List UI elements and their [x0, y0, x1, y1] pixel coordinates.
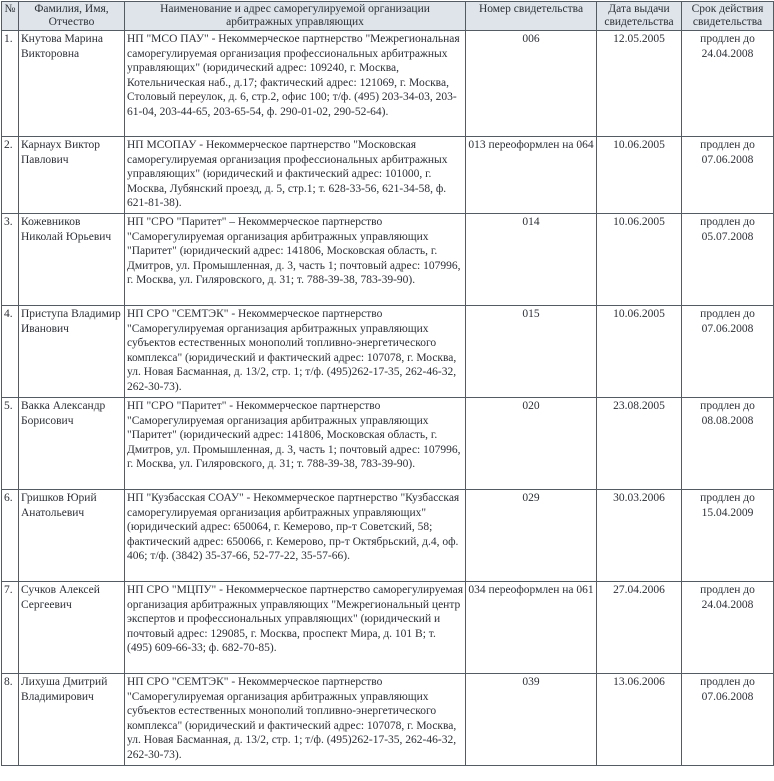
- header-validity-term: Срок действия свидетельства: [682, 2, 774, 31]
- row-number: 6.: [2, 490, 19, 582]
- issue-date: 13.06.2006: [597, 674, 682, 766]
- validity-term: продлен до 24.04.2008: [682, 582, 774, 674]
- table-body: [2, 31, 774, 766]
- organization-info: НП "СРО "Паритет" - Некоммерческое партнерство "Саморегулируемая организация арбитражных управляющих "Паритет" (юридический адрес: 141806, Московская область, г. Дмитров, ул. Промышленная, д. 3, часть 1; почтовый адрес: 107996, г. Москва, ул. Гиляровского, д. 31; т. 788-39-38, 783-39-90).: [125, 398, 466, 490]
- issue-date: 27.04.2006: [597, 582, 682, 674]
- validity-term: продлен до 07.06.2008: [682, 137, 774, 214]
- registry-table: [1, 1, 774, 766]
- row-number: 7.: [2, 582, 19, 674]
- organization-info: НП "Кузбасская СОАУ" - Некоммерческое партнерство "Кузбасская саморегулируемая организация арбитражных управляющих" (юридический адрес: 650064, г. Кемерово, пр-т Советский, 58; фактический адрес: 650066, г. Кемерово, пр-т Октябрьский, д.4, оф. 406; т/ф. (3842) 35-37-66, 52-77-22, 35-57-66).: [125, 490, 466, 582]
- row-number: 1.: [2, 31, 19, 137]
- person-name: Кнутова Марина Викторовна: [19, 31, 125, 137]
- table-header: [2, 2, 774, 31]
- header-full-name: Фамилия, Имя, Отчество: [19, 2, 125, 31]
- validity-term: продлен до 07.06.2008: [682, 306, 774, 398]
- person-name: Лихуша Дмитрий Владимирович: [19, 674, 125, 766]
- issue-date: 30.03.2006: [597, 490, 682, 582]
- issue-date: 10.06.2005: [597, 214, 682, 306]
- organization-info: НП СРО "МЦПУ" - Некоммерческое партнерство саморегулируемая организация арбитражных управляющих "Межрегиональный центр экспертов и профессиональных управляющих" (юридический и почтовый адрес: 129085, г. Москва, проспект Мира, д. 101 В; т. (495) 609-66-33; ф. 682-70-85).: [125, 582, 466, 674]
- issue-date: 10.06.2005: [597, 306, 682, 398]
- organization-info: НП СРО "СЕМТЭК" - Некоммерческое партнерство "Саморегулируемая организация арбитражных управляющих субъектов естественных монополий топливно-энергетического комплекса" (юридический и фактический адрес: 107078, г. Москва, ул. Новая Басманная, д. 13/2, стр. 1; т/ф. (495)262-17-35, 262-46-32, 262-30-73).: [125, 306, 466, 398]
- certificate-number: 014: [466, 214, 597, 306]
- table-row: [2, 31, 774, 137]
- header-organization: Наименование и адрес саморегулируемой организации арбитражных управляющих: [125, 2, 466, 31]
- issue-date: 12.05.2005: [597, 31, 682, 137]
- person-name: Приступа Владимир Иванович: [19, 306, 125, 398]
- table-row: [2, 674, 774, 766]
- row-number: 2.: [2, 137, 19, 214]
- person-name: Гришков Юрий Анатольевич: [19, 490, 125, 582]
- person-name: Сучков Алексей Сергеевич: [19, 582, 125, 674]
- certificate-number: 006: [466, 31, 597, 137]
- row-number: 8.: [2, 674, 19, 766]
- certificate-number: 039: [466, 674, 597, 766]
- organization-info: НП МСОПАУ - Некоммерческое партнерство "Московская саморегулируемая организация профессиональных арбитражных управляющих" (юридический и фактический адрес: 101000, г. Москва, Лубянский проезд, д. 5, стр.1; т. 628-33-56, 621-34-58, ф. 621-81-38).: [125, 137, 466, 214]
- issue-date: 10.06.2005: [597, 137, 682, 214]
- person-name: Вакка Александр Борисович: [19, 398, 125, 490]
- certificate-number: 029: [466, 490, 597, 582]
- certificate-number: 020: [466, 398, 597, 490]
- organization-info: НП СРО "СЕМТЭК" - Некоммерческое партнерство "Саморегулируемая организация арбитражных управляющих субъектов естественных монополий топливно-энергетического комплекса" (юридический и фактический адрес: 107078, г. Москва, ул. Новая Басманная, д. 13/2, стр. 1; т/ф. (495)262-17-35, 262-46-32, 262-30-73).: [125, 674, 466, 766]
- validity-term: продлен до 24.04.2008: [682, 31, 774, 137]
- certificate-number: 015: [466, 306, 597, 398]
- issue-date: 23.08.2005: [597, 398, 682, 490]
- person-name: Карнаух Виктор Павлович: [19, 137, 125, 214]
- validity-term: продлен до 15.04.2009: [682, 490, 774, 582]
- table-row: [2, 306, 774, 398]
- organization-info: НП "МСО ПАУ" - Некоммерческое партнерство "Межрегиональная саморегулируемая организация профессиональных арбитражных управляющих" (юридический адрес: 109240, г. Москва, Котельническая наб., д.17; фактический адрес: 121069, г. Москва, Столовый переулок, д. 6, стр.2, офис 100; т/ф. (495) 203-34-03, 203-61-04, 203-44-65, 203-65-54, ф. 290-01-02, 290-52-64).: [125, 31, 466, 137]
- row-number: 5.: [2, 398, 19, 490]
- row-number: 3.: [2, 214, 19, 306]
- header-number: №: [2, 2, 19, 31]
- header-issue-date: Дата выдачи свидетельства: [597, 2, 682, 31]
- table-row: [2, 582, 774, 674]
- person-name: Кожевников Николай Юрьевич: [19, 214, 125, 306]
- header-certificate-number: Номер свидетельства: [466, 2, 597, 31]
- certificate-number: 034 переоформлен на 061: [466, 582, 597, 674]
- row-number: 4.: [2, 306, 19, 398]
- validity-term: продлен до 08.08.2008: [682, 398, 774, 490]
- table-row: [2, 214, 774, 306]
- organization-info: НП "СРО "Паритет" – Некоммерческое партнерство "Саморегулируемая организация арбитражных управляющих "Паритет" (юридический адрес: 141806, Московская область, г. Дмитров, ул. Промышленная, д. 3, часть 1; почтовый адрес: 107996, г. Москва, ул. Гиляровского, д. 31; т. 788-39-38, 783-39-90).: [125, 214, 466, 306]
- header-row: [2, 2, 774, 31]
- validity-term: продлен до 05.07.2008: [682, 214, 774, 306]
- table-row: [2, 490, 774, 582]
- table-row: [2, 137, 774, 214]
- validity-term: продлен до 07.06.2008: [682, 674, 774, 766]
- table-row: [2, 398, 774, 490]
- certificate-number: 013 переоформлен на 064: [466, 137, 597, 214]
